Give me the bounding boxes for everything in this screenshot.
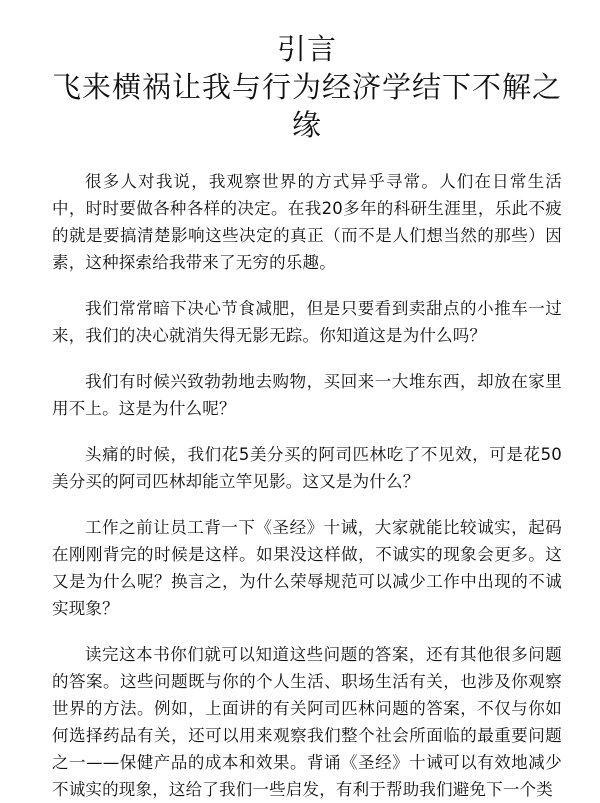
body-paragraph: 头痛的时候，我们花5美分买的阿司匹林吃了不见效，可是花50美分买的阿司匹林却能立竿见影。这又是为什么？ (52, 445, 562, 491)
body-paragraph: 我们常常暗下决心节食减肥，但是只要看到卖甜点的小推车一过来，我们的决心就消失得无影无踪。你知道这是为什么吗？ (52, 299, 562, 345)
body-paragraph: 读完这本书你们就可以知道这些问题的答案，还有其他很多问题的答案。这些问题既与你的个人生活、职场生活有关，也涉及你观察世界的方法。例如，上面讲的有关阿司匹林问题的答案，不仅与你如何选择药品有关，还可以用来观察我们整个社会所面临的最重要问题之一——保健产品的成本和效果。背诵《圣经》十诫可以有效地减少不诚实的现象，这给了我们一些启发，有利于帮助我们避免下一个类 (52, 645, 562, 799)
body-paragraph: 我们有时候兴致勃勃地去购物，买回来一大堆东西，却放在家里用不上。这是为什么呢？ (52, 372, 562, 418)
body-paragraph: 很多人对我说，我观察世界的方式异乎寻常。人们在日常生活中，时时要做各种各样的决定。在我20多年的科研生涯里，乐此不疲的就是要搞清楚影响这些决定的真正（而不是人们想当然的那些）因素，这种探索给我带来了无穷的乐趣。 (52, 172, 562, 272)
chapter-title-line-2: 飞来横祸让我与行为经济学结下不解之缘 (52, 70, 563, 142)
body-paragraph: 工作之前让员工背一下《圣经》十诫，大家就能比较诚实，起码在刚刚背完的时候是这样。如果没这样做，不诚实的现象会更多。这又是为什么呢？换言之，为什么荣辱规范可以减少工作中出现的不诚实现象？ (52, 518, 562, 618)
chapter-title-line-1: 引言 (276, 32, 337, 66)
chapter-title (52, 30, 562, 144)
